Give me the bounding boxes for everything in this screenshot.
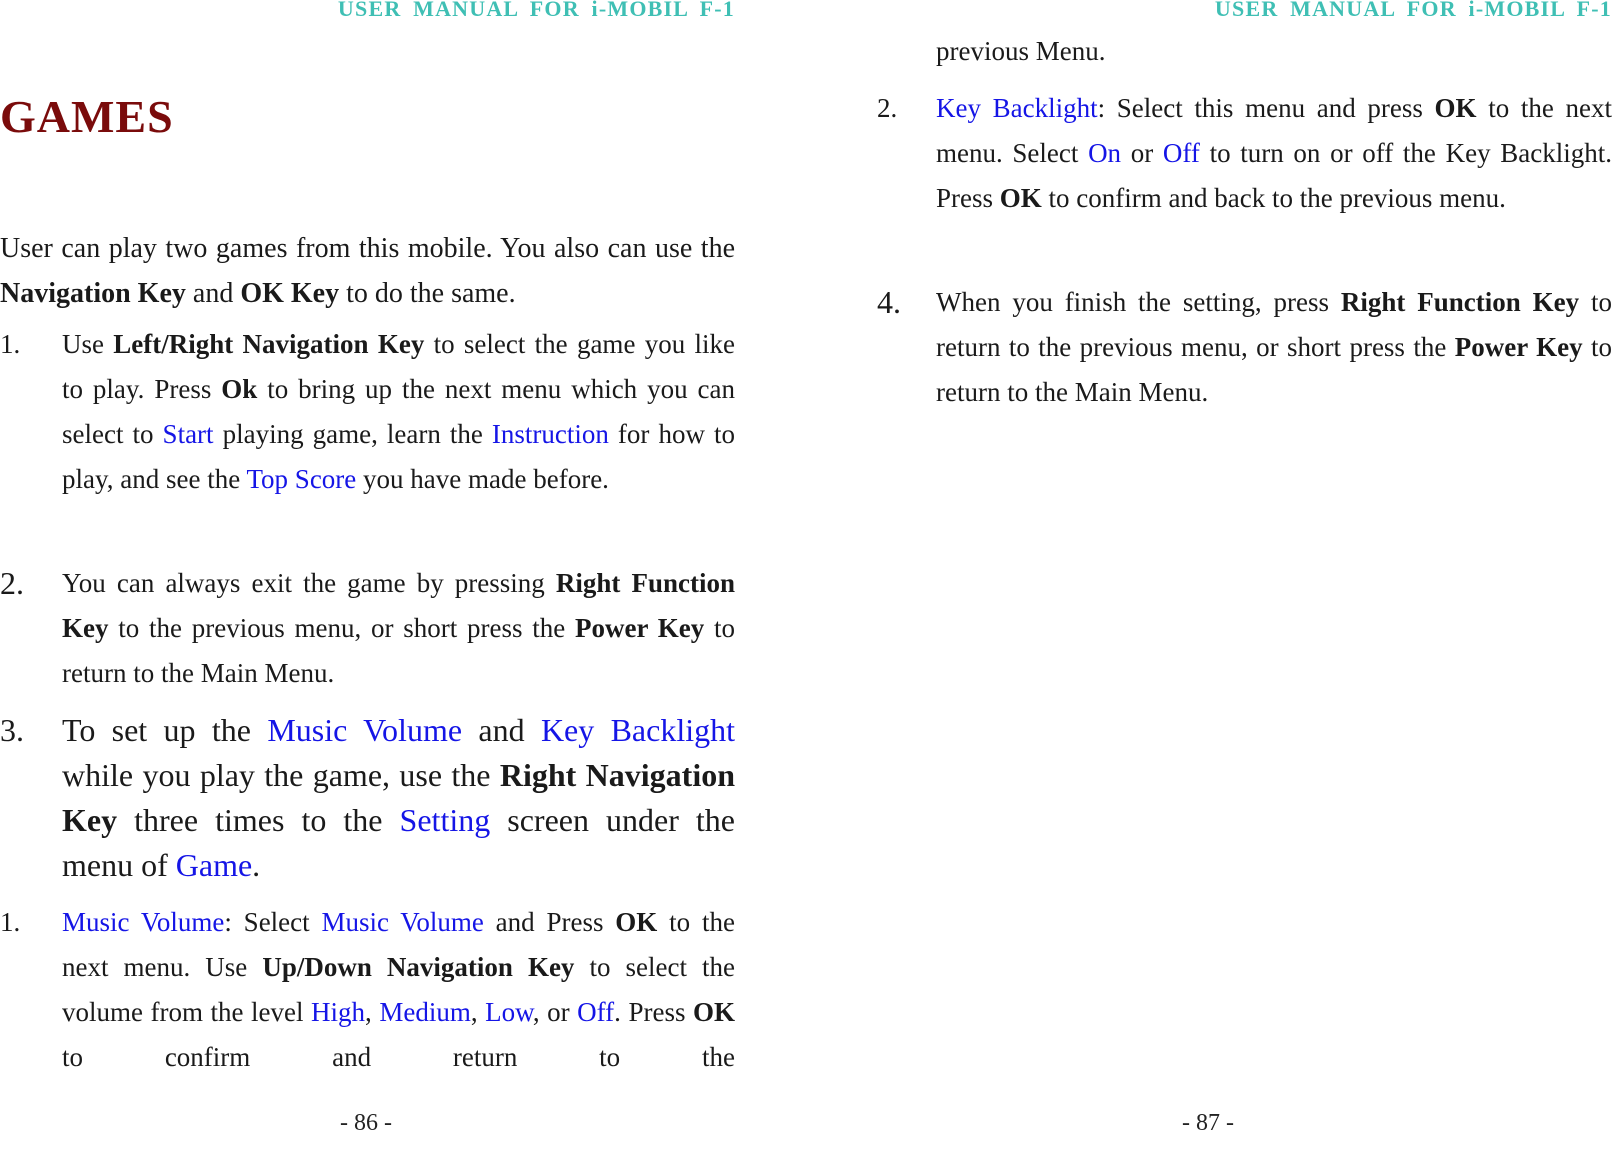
- item-number: 2.: [0, 565, 24, 601]
- page-86: [0, 0, 735, 1168]
- intro-paragraph: User can play two games from this mobile. You also can use the Navigation Key and OK Key to do the same.: [0, 233, 735, 309]
- item-number: 4.: [877, 284, 901, 320]
- item-number: 2.: [877, 93, 898, 123]
- continued-text: previous Menu.: [936, 36, 1106, 66]
- page-header: USER MANUAL FOR i-MOBIL F-1: [337, 0, 735, 21]
- list-item-4: 4. When you finish the setting, press Right Function Key to return to the previous menu, or short press the Power Key to return to the Main Menu.: [877, 280, 1612, 415]
- item-number: 3.: [0, 712, 24, 748]
- item-number: 1.: [0, 329, 21, 359]
- sub-item-2: 2. Key Backlight: Select this menu and press OK to the next menu. Select On or Off to turn on or off the Key Backlight. Press OK to confirm and back to the previous menu.: [877, 86, 1612, 221]
- list-item-1: 1. Use Left/Right Navigation Key to select the game you like to play. Press Ok to bring up the next menu which you can select to Start playing game, learn the Instruction for how to play, and see the Top Score you have made before.: [0, 322, 735, 502]
- section-title: GAMES: [0, 91, 174, 142]
- page-87: [877, 0, 1612, 1168]
- sub-item-1: 1. Music Volume: Select Music Volume and Press OK to the next menu. Use Up/Down Navigation Key to select the volume from the level High, Medium, Low, or Off. Press OK to confirm and return to the: [0, 900, 735, 1080]
- page-number: - 86 -: [340, 1110, 392, 1136]
- page-number: - 87 -: [1182, 1110, 1234, 1136]
- item-number: 1.: [0, 907, 21, 937]
- list-item-3: 3. To set up the Music Volume and Key Backlight while you play the game, use the Right Navigation Key three times to the Setting screen under the menu of Game.: [0, 708, 735, 888]
- page-header: USER MANUAL FOR i-MOBIL F-1: [1214, 0, 1612, 21]
- list-item-2: 2. You can always exit the game by pressing Right Function Key to the previous menu, or short press the Power Key to return to the Main Menu.: [0, 561, 735, 696]
